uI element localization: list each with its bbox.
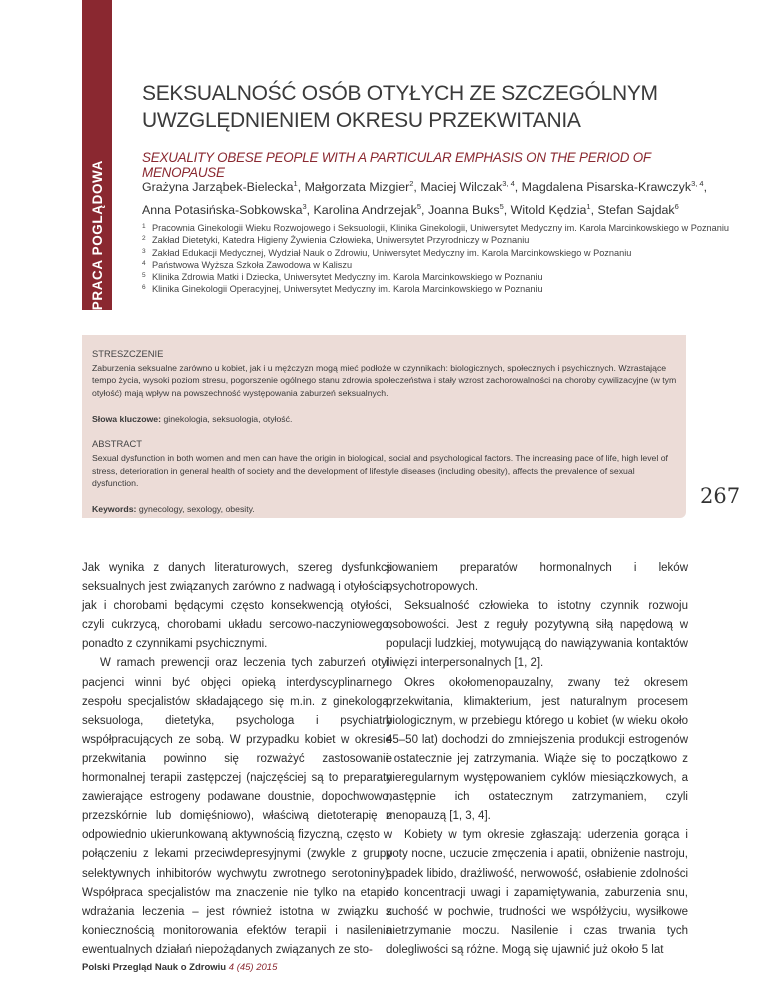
affiliation: 2 Zakład Dietetyki, Katedra Higieny Żywienia Człowieka, Uniwersytet Przyrodniczy w Poznaniu — [142, 235, 530, 246]
affiliation: 4 Państwowa Wyższa Szkoła Zawodowa w Kaliszu — [142, 259, 353, 270]
page-number: 267 — [700, 484, 741, 508]
section-label — [82, 0, 112, 310]
paragraph: sowaniem preparatów hormonalnych i leków psychotropowych. — [386, 562, 688, 594]
author-list — [142, 174, 742, 220]
keywords-pl: Słowa kluczowe: ginekologia, seksuologia, otyłość. — [92, 414, 293, 425]
abstract-box — [82, 335, 686, 518]
affiliation: 5 Klinika Zdrowia Matki i Dziecka, Uniwersytet Medyczny im. Karola Marcinkowskiego w Poznaniu — [142, 272, 543, 283]
paragraph: Jak wynika z danych literaturowych, szereg dysfunkcji seksualnych jest związanych zarówno z nadwagą i otyłością, jak i chorobami będącymi często konsekwencją otyłości, czyli cukrzycą, chorobami układu sercowo-naczyniowego, ponadto z czynnikami psychicznymi. — [82, 562, 392, 651]
abstract-pl-text: Zaburzenia seksualne zarówno u kobiet, jak i u mężczyzn mogą mieć podłoże w czynnikach: biologicznych, społecznych i psychicznych. Wzrastające tempo życia, wysoki poziom stresu, pogorszenie ogólnego stanu zdrowia społeczeństwa i stały wzrost zachorowalności na choroby cywilizacyjne (w tym otyłość) mają wpływ na powszechność występowania zaburzeń seksualnych. — [92, 363, 677, 398]
keywords-en: Keywords: gynecology, sexology, obesity. — [92, 504, 255, 515]
journal-issue: 4 (45) 2015 — [228, 962, 278, 973]
author: Karolina Andrzejak$^5$, — [313, 202, 428, 218]
author: Stefan Sajdak$^6$ — [597, 202, 679, 218]
abstract-en-heading: ABSTRACT — [92, 438, 143, 450]
author: Anna Potasińska-Sobkowska$^3$, — [142, 202, 314, 218]
author: Joanna Buks$^5$, — [427, 202, 511, 218]
affiliation: 6 Klinika Ginekologii Operacyjnej, Uniwersytet Medyczny im. Karola Marcinkowskiego w Poznaniu — [142, 284, 543, 295]
paragraph: W ramach prewencji oraz leczenia tych zaburzeń otyli pacjenci winni być objęci opieką interdyscyplinarnego zespołu specjalistów składającego się m.in. z ginekologa, seksuologa, dietetyka, psychologa i psychiatry współpracujących ze sobą. W przypadku kobiet w okresie przekwitania powinno się rozważyć zastosowanie hormonalnej terapii zastępczej (najczęściej są to preparaty zawierające estrogeny podawane doustnie, dopochwowo, przezskórnie lub domięśniowo), właściwą dietoterapię z odpowiednio ukierunkowaną aktywnością fizyczną, często w połączeniu z lekami przeciwdepresyjnymi (zwykle z grupy selektywnych inhibitorów wychwytu zwrotnego serotoniny). Współpraca specjalistów ma znaczenie nie tylko na etapie wdrażania leczenia – jest również istotna w związku z koniecznością monitorowania efektów terapii i nasilenia ewentualnych działań niepożądanych związanych ze sto- — [82, 657, 392, 956]
affiliation: 3 Zakład Edukacji Medycznej, Wydział Nauk o Zdrowiu, Uniwersytet Medyczny im. Karola Marcinkowskiego w Poznaniu — [142, 247, 632, 258]
journal-footer — [82, 962, 277, 973]
author: Małgorzata Mizgier$^2$, — [304, 179, 421, 195]
body-column-left — [82, 559, 392, 960]
author: Grażyna Jarząbek-Bielecka$^1$, — [142, 179, 305, 195]
journal-name: Polski Przegląd Nauk o Zdrowiu — [82, 962, 227, 973]
author: Maciej Wilczak$^{3, 4}$, — [420, 179, 522, 195]
body-column-right — [386, 559, 688, 960]
affiliation-list — [142, 222, 742, 296]
paragraph: Okres okołomenopauzalny, zwany też okresem przekwitania, klimakterium, jest naturalnym procesem biologicznym, w przebiegu którego u kobiet (w wieku około 45–50 lat) dochodzi do zmniejszenia produkcji estrogenów i ostatecznie jej zatrzymania. Wiąże się to początkowo z nieregularnym występowaniem cyklów miesiączkowych, a następnie ich ostatecznym zatrzymaniem, czyli menopauzą [1, 3, 4]. — [386, 676, 688, 823]
article-subtitle: SEXUALITY OBESE PEOPLE WITH A PARTICULAR EMPHASIS ON THE PERIOD OF MENOPAUSE — [142, 150, 651, 180]
author: Witold Kędzia$^1$, — [510, 202, 598, 218]
affiliation: 1 Pracownia Ginekologii Wieku Rozwojowego i Seksuologii, Klinika Ginekologii, Uniwersytet Medyczny im. Karola Marcinkowskiego w Poznaniu — [142, 223, 730, 233]
paragraph: Kobiety w tym okresie zgłaszają: uderzenia gorąca i poty nocne, uczucie zmęczenia i apatii, obniżenie nastroju, spadek libido, drażliwość, nerwowość, osłabienie zdolności do koncentracji uwagi i zapamiętywania, zaburzenia snu, suchość w pochwie, trudności we współżyciu, wysiłkowe nietrzymanie moczu. Nasilenie i czas trwania tych dolegliwości są różne. Mogą się ujawnić już około 5 lat — [386, 829, 688, 956]
section-label-text: PRACA POGLĄDOWA — [89, 159, 105, 310]
abstract-pl-heading: STRESZCZENIE — [92, 348, 164, 359]
paragraph: Seksualność człowieka to istotny czynnik rozwoju osobowości. Jest z reguły pozytywną siłą napędową w populacji ludzkiej, motywującą do nawiązywania kontaktów i więzi interpersonalnych [1, 2]. — [386, 600, 688, 670]
author: Magdalena Pisarska-Krawczyk$^{3, 4}$, — [521, 179, 708, 195]
article-title: SEKSUALNOŚĆ OSÓB OTYŁYCH ZE SZCZEGÓLNYM UWZGLĘDNIENIEM OKRESU PRZEKWITANIA — [142, 82, 658, 132]
abstract-en-text: Sexual dysfunction in both women and men can have the origin in biological, social and psychological factors. The increasing pace of life, high level of stress, deterioration in general health of society and the development of lifestyle diseases (including obesity), affects the prevalence of sexual dysfunction. — [92, 453, 668, 489]
